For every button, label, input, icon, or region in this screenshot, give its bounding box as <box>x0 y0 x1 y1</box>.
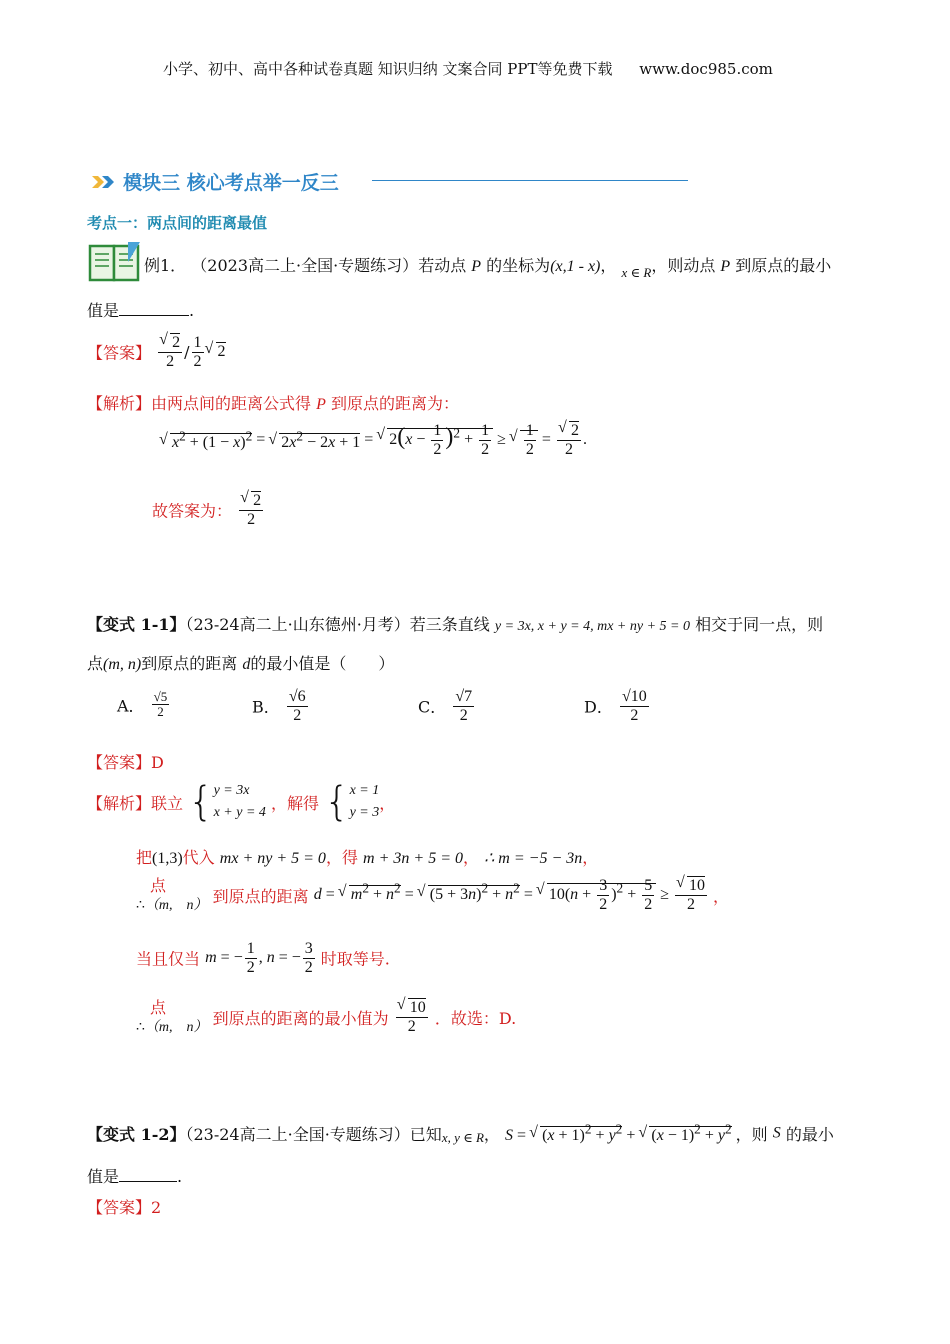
v12-blank <box>119 1167 177 1182</box>
option-a-key: A． <box>117 696 145 716</box>
v12-S: S <box>772 1124 781 1142</box>
option-d-num: √10 <box>621 688 647 705</box>
option-c[interactable] <box>418 688 476 724</box>
v12-text4: 的最小 <box>785 1125 834 1145</box>
step3-formula: m = − $\frac{1}{2}$ , n = − $\frac{3}{2}$ <box>205 940 313 976</box>
analysis-P: P <box>316 396 326 413</box>
module-title: 模块三 核心考点举一反三 <box>123 172 339 194</box>
analysis-label: 【解析】 <box>87 394 152 413</box>
ex1-label: 例1． <box>144 256 187 275</box>
v11-source: （23-24高二上·山东德州·月考） <box>185 615 410 634</box>
v11-answer-label: 【答案】 <box>87 753 152 772</box>
ex1-answer <box>87 334 226 370</box>
step1-h: ∴ m = −5 − 3n <box>484 850 583 867</box>
v12-line1 <box>87 1122 834 1146</box>
ex1-text3: ，则动点 <box>651 256 716 275</box>
ex1-line2: 值是 . <box>87 301 195 320</box>
final-text: 故答案为： <box>152 501 233 521</box>
sys1-eq1: y = 3x <box>213 783 250 798</box>
step2-therefore: ∴ <box>136 897 145 913</box>
ex1-text1: 若动点 <box>418 256 467 275</box>
v12-text1: 已知 <box>409 1125 442 1145</box>
answer-frac: √ $\frac{2}{2}$ <box>158 334 182 370</box>
option-d[interactable] <box>584 688 651 724</box>
header-text: 小学、初中、高中各种试卷真题 知识归纳 文案合同 PPT等免费下载 <box>163 60 613 78</box>
v11-line1 <box>87 612 823 635</box>
v11-label: 【变式 1-1】 <box>87 615 186 634</box>
option-c-den: 2 <box>459 706 468 724</box>
final-frac: √ $\frac{2}{2}$ <box>239 492 263 528</box>
v12-answer <box>87 1195 161 1218</box>
v11-line2 <box>87 651 394 674</box>
option-c-key: C． <box>418 697 447 717</box>
module-divider <box>372 180 688 181</box>
step2-dian: 点 <box>150 876 167 895</box>
module-heading <box>90 168 339 195</box>
step1-g: ， <box>463 848 480 867</box>
ex1-line1: 例1． （2023高二上·全国·专题练习）若动点 P 的坐标为(x,1 - x)， $_{x \in R}$，则动点 P 到原点的最小 <box>144 256 832 280</box>
step4-text: 到原点的距离的最小值为 <box>212 1008 389 1028</box>
option-b-key: B． <box>252 697 280 717</box>
answer-half: $\frac{1}{2}$ <box>193 334 202 370</box>
v11-answer-value: D <box>151 753 164 772</box>
v11-text5: 的最小值是（ ） <box>250 654 395 673</box>
v12-text3: ，则 <box>735 1125 768 1145</box>
option-b-den: 2 <box>293 706 302 724</box>
v11-text1: 若三条直线 <box>409 615 490 634</box>
v11-step4 <box>136 998 516 1037</box>
answer-label: 【答案】 <box>87 343 152 363</box>
v12-line2: 值是 . <box>87 1167 183 1186</box>
step1-d: mx + ny + 5 = 0 <box>219 850 326 867</box>
v12-formula: S = √ $(x + 1)^2 + y^2$ + √ $(x - 1)^2 + y^2$ <box>505 1127 736 1144</box>
ex1-final <box>152 492 265 528</box>
v11-text3: 点 <box>87 654 104 673</box>
v12-cond: x, y ∈ R <box>441 1130 484 1146</box>
v12-label: 【变式 1-2】 <box>87 1125 186 1145</box>
ex1-source: （2023高二上·全国·专题练习） <box>191 256 419 275</box>
step2-mn: （m, n） <box>144 897 208 913</box>
option-a[interactable] <box>117 690 171 720</box>
page-header <box>163 58 773 79</box>
analysis-text2: 到原点的距离为： <box>331 394 460 413</box>
step4-mn: （m, n） <box>144 1019 208 1035</box>
v11-step3 <box>136 940 390 976</box>
v11-text2: 相交于同一点，则 <box>695 615 824 634</box>
v11-analysis-line1: 【解析】联立 { y = 3x x + y = 4 ，解得 { x = 1 y = 3 ， <box>87 779 396 826</box>
step2-formula: d = √ $m^2 + n^2$ = √ $(5 + 3n)^2 + n^2$ = √ 10(n + $\frac{3}{2}$ )$^2$ + $\frac{5}{2}$ ≥ √ $\frac{10}{2}$ <box>314 886 713 903</box>
v11-step2: 点 ∴（m, n） 到原点的距离 d = √ $m^2 + n^2$ = √ $(5 + 3n)^2 + n^2$ = √ 10(n + $\frac{3}{2}$ )$^2$ + $\frac{5}{2}$ ≥ √ $\frac{10}{2}$ ， <box>136 876 729 915</box>
ex1-P2: P <box>720 258 731 275</box>
v11-step1 <box>136 845 598 868</box>
v11-text4: 到原点的距离 <box>141 654 238 673</box>
sys1-eq2: x + y = 4 <box>213 805 266 821</box>
answer-sqrt2: √ 2 <box>216 342 226 360</box>
ex1-analysis <box>87 391 459 414</box>
step4-dian: 点 <box>150 998 167 1017</box>
ex1-coord: (x,1 - x) <box>550 258 601 275</box>
step4-frac: √ $\frac{10}{2}$ <box>396 999 428 1035</box>
analysis-text: 由两点间的距离公式得 <box>151 394 312 413</box>
ex1-cond: x ∈ R <box>621 265 652 280</box>
v12-source: （23-24高二上·全国·专题练习） <box>185 1125 410 1145</box>
step4-end: ．故选：D. <box>434 1008 517 1028</box>
step4-therefore: ∴ <box>136 1019 145 1035</box>
v12-line2-text: 值是 <box>87 1167 120 1186</box>
v12-answer-value: 2 <box>151 1198 162 1217</box>
step1-c: 代入 <box>182 848 215 867</box>
sys2-eq2: y = 3 <box>349 805 380 821</box>
step3-text: 当且仅当 <box>136 949 201 969</box>
option-d-den: 2 <box>630 706 639 724</box>
double-chevron-icon <box>90 173 118 191</box>
option-a-num: √5 <box>153 689 168 704</box>
step1-e: ，得 <box>325 848 358 867</box>
book-icon <box>88 240 144 286</box>
v11-analysis-label: 【解析】 <box>87 793 152 813</box>
v11-lianli: 联立 <box>151 793 184 813</box>
answer-sep: / <box>184 342 190 362</box>
answer-blank <box>119 301 189 316</box>
ex1-formula: √ $x^2 + (1 - x)^2$ = √ $2x^2 - 2x + 1$ = √ 2(x − $\frac{1}{2}$ )$^2$ + $\frac{1}{2}$ ≥ √ $\frac{1}{2}$ = √ $\frac{2}{2}$ . <box>160 422 587 458</box>
option-c-num: √7 <box>455 688 473 705</box>
ex1-text2: 的坐标为 <box>486 256 551 275</box>
step3-end: 时取等号. <box>320 949 390 969</box>
v12-text2: ， <box>483 1125 500 1145</box>
v12-answer-label: 【答案】 <box>87 1198 152 1217</box>
step1-b: (1,3) <box>152 850 183 867</box>
v11-d: d <box>242 656 251 673</box>
topic-title: 考点一：两点间的距离最值 <box>87 214 268 232</box>
step1-i: ， <box>582 848 599 867</box>
v11-pt: (m, n) <box>103 656 142 673</box>
ex1-P: P <box>471 258 482 275</box>
option-b-num: √6 <box>288 688 306 705</box>
v11-answer <box>87 750 164 773</box>
ex1-line2-text: 值是 <box>87 301 120 320</box>
sys2-eq1: x = 1 <box>349 783 380 798</box>
ex1-text4: 到原点的最小 <box>735 256 832 275</box>
option-b[interactable] <box>252 688 310 724</box>
option-a-den: 2 <box>157 704 164 720</box>
v11-lines: y = 3x, x + y = 4, mx + ny + 5 = 0 <box>494 619 690 634</box>
option-d-key: D． <box>584 697 613 717</box>
header-site[interactable]: www.doc985.com <box>639 60 773 78</box>
step2-text: 到原点的距离 <box>212 886 309 906</box>
step1-f: m + 3n + 5 = 0 <box>363 850 463 867</box>
v11-jiede: ，解得 <box>271 793 320 813</box>
step1-a: 把 <box>136 848 153 867</box>
